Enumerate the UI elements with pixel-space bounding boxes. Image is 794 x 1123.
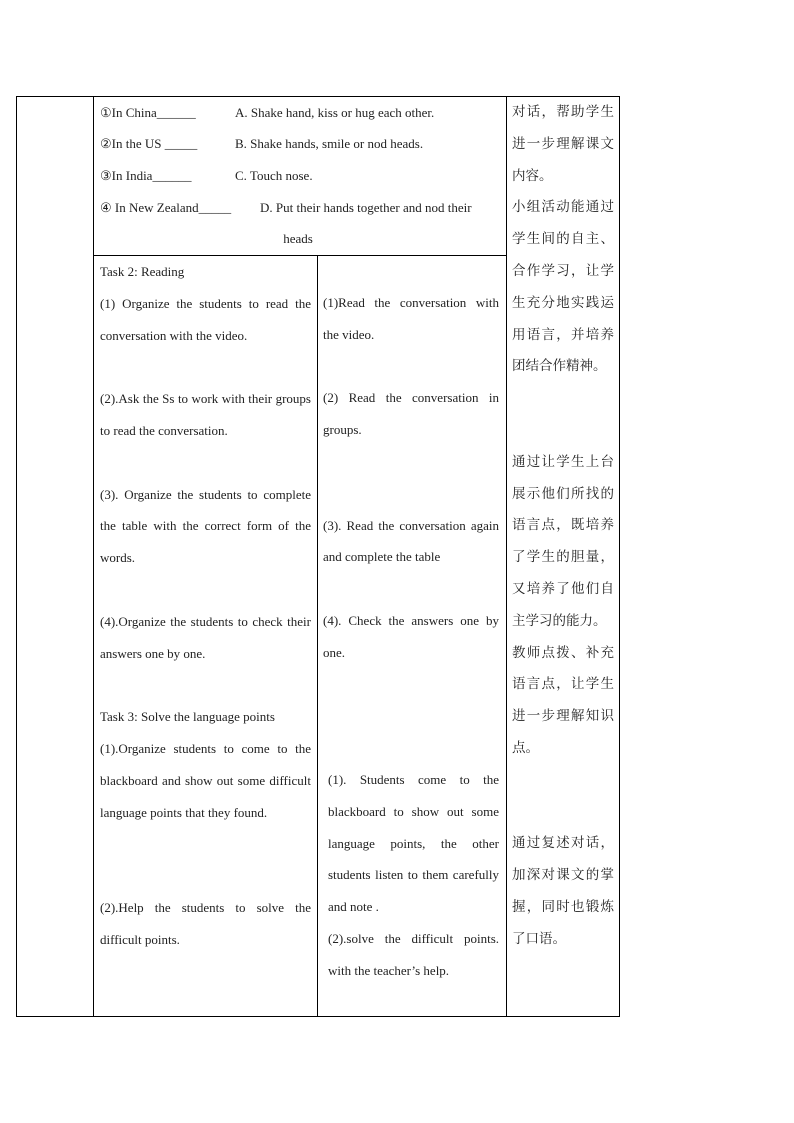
match-left-4: ④ In New Zealand_____ [100,200,232,215]
match-right-3: C. Touch nose. [235,168,313,183]
teacher-activities [100,256,311,956]
task3-title: Task 3: Solve the language points [100,709,275,725]
student-step-1: (1)Read the conversation with the video. [323,295,499,342]
purpose-2: 小组活动能通过学生间的自主、合作学习，让学生充分地实践运用语言，并培养团结合作精神。 [512,199,614,375]
teacher-step-1: (1) Organize the students to read the conversation with the video. [100,295,311,343]
match-right-1: A. Shake hand, kiss or hug each other. [235,105,435,120]
table-bottom-border [16,1016,620,1017]
teacher-step-6: (2).Help the students to solve the difficult points. [100,899,311,947]
table-left-border [16,96,17,1017]
match-left-1: ①In China______ [100,105,196,120]
task2-title: Task 2: Reading [100,264,185,279]
match-right-2: B. Shake hands, smile or nod heads. [235,136,424,151]
design-purpose [512,97,614,956]
purpose-4: 教师点拨、补充语言点，让学生进一步理解知识点。 [512,644,614,756]
purpose-3: 通过让学生上台展示他们所找的语言点，既培养了学生的胆量，又培养了他们自主学习的能力。 [512,453,614,629]
teacher-step-2: (2).Ask the Ss to work with their groups to read the conversation. [100,391,311,438]
student-activities [323,287,499,987]
teacher-step-4: (4).Organize the students to check their answers one by one. [100,613,311,661]
match-left-2: ②In the US _____ [100,136,198,151]
student-step-5: (1). Students come to the blackboard to show out some language points, the other students listen to them carefully and note . [328,771,499,915]
teacher-step-3: (3). Organize the students to complete the table with the correct form of the words. [100,486,311,566]
purpose-1: 对话，帮助学生进一步理解课文内容。 [512,104,614,184]
col-divider-1 [93,96,94,1017]
match-continuation: heads [283,231,313,246]
table-right-border [619,96,620,1017]
col-divider-2 [317,255,318,1017]
student-step-3: (3). Read the conversation again and complete the table [323,517,499,565]
purpose-5: 通过复述对话，加深对课文的掌握，同时也锻炼了口语。 [512,835,614,947]
match-left-3: ③In India______ [100,168,192,183]
student-step-2: (2) Read the conversation in groups. [323,390,499,438]
student-step-4: (4). Check the answers one by one. [323,612,499,660]
teacher-step-5: (1).Organize students to come to the blackboard and show out some difficult language points that they found. [100,740,311,820]
student-step-6: (2).solve the difficult points. with the teacher’s help. [328,930,499,978]
match-right-4: D. Put their hands together and nod their [260,200,472,215]
col-divider-3 [506,96,507,1017]
